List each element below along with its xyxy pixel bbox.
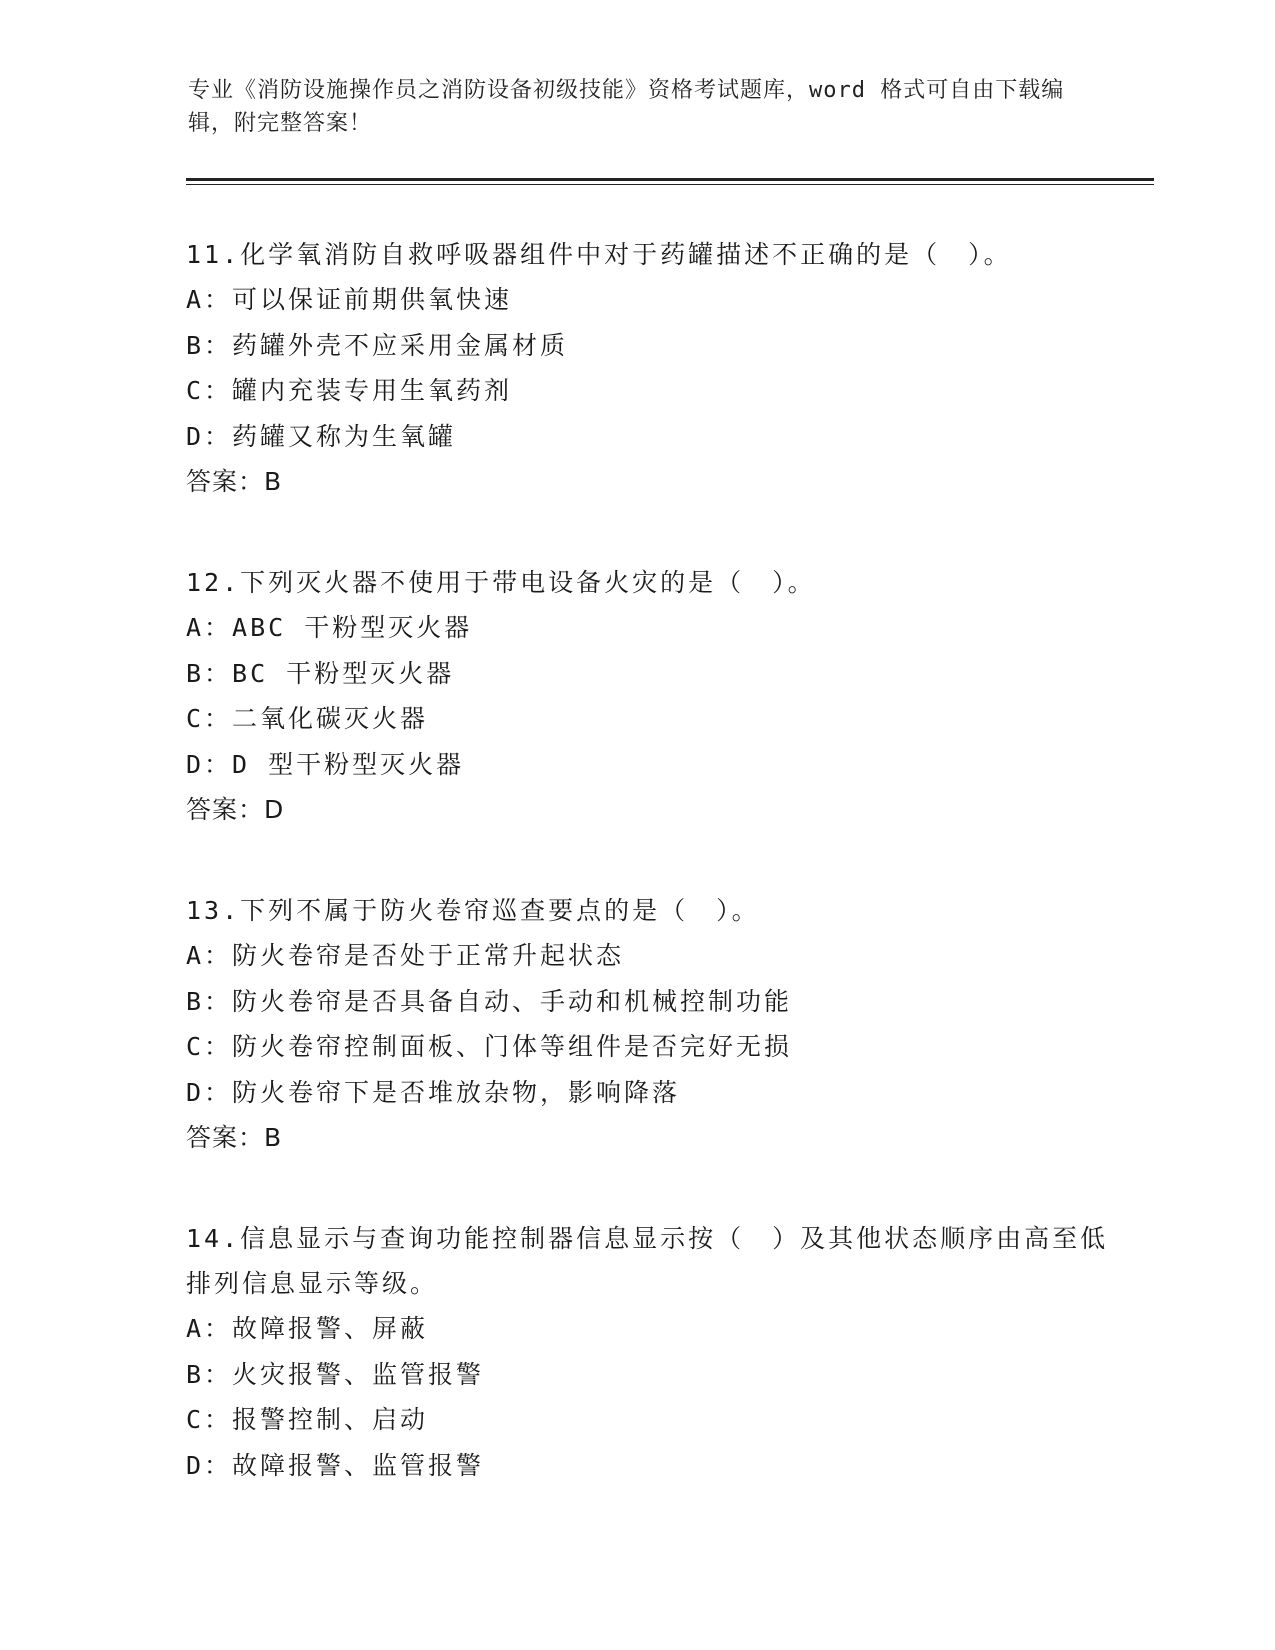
option-a: A：故障报警、屏蔽 <box>186 1314 429 1343</box>
option-d: D：故障报警、监管报警 <box>186 1450 485 1480</box>
question-list <box>186 232 1136 1544</box>
option-c: C：二氧化碳灭火器 <box>186 704 429 733</box>
question-12 <box>186 560 1136 832</box>
document-header: 专业《消防设施操作员之消防设备初级技能》资格考试题库，word 格式可自由下载编辑，附完整答案！ <box>188 78 1065 136</box>
header-divider-thick <box>186 178 1154 181</box>
answer-line: 答案：D <box>186 795 285 824</box>
question-stem: 14.信息显示与查询功能控制器信息显示按（ ）及其他状态顺序由高至低排列信息显示等级。 <box>186 1224 1109 1298</box>
option-b: B：火灾报警、监管报警 <box>186 1359 485 1389</box>
option-a: A：可以保证前期供氧快速 <box>186 285 513 314</box>
option-d: D：药罐又称为生氧罐 <box>186 421 457 451</box>
option-d: D：D 型干粉型灭火器 <box>186 749 465 779</box>
question-13 <box>186 888 1136 1160</box>
question-stem: 12.下列灭火器不使用于带电设备火灾的是（ ）。 <box>186 568 816 597</box>
question-14 <box>186 1216 1136 1488</box>
option-c: C：防火卷帘控制面板、门体等组件是否完好无损 <box>186 1032 793 1061</box>
answer-line: 答案：B <box>186 467 283 496</box>
option-b: B：药罐外壳不应采用金属材质 <box>186 330 569 360</box>
option-c: C：罐内充装专用生氧药剂 <box>186 376 513 405</box>
answer-line: 答案：B <box>186 1123 283 1152</box>
header-divider-thin <box>186 184 1154 185</box>
option-a: A：防火卷帘是否处于正常升起状态 <box>186 941 625 970</box>
option-b: B：BC 干粉型灭火器 <box>186 658 455 688</box>
question-stem: 13.下列不属于防火卷帘巡查要点的是（ ）。 <box>186 896 760 925</box>
option-d: D：防火卷帘下是否堆放杂物，影响降落 <box>186 1077 681 1107</box>
option-b: B：防火卷帘是否具备自动、手动和机械控制功能 <box>186 986 793 1016</box>
question-11 <box>186 232 1136 504</box>
option-c: C：报警控制、启动 <box>186 1405 429 1434</box>
option-a: A：ABC 干粉型灭火器 <box>186 613 473 642</box>
question-stem: 11.化学氧消防自救呼吸器组件中对于药罐描述不正确的是（ ）。 <box>186 240 1012 269</box>
